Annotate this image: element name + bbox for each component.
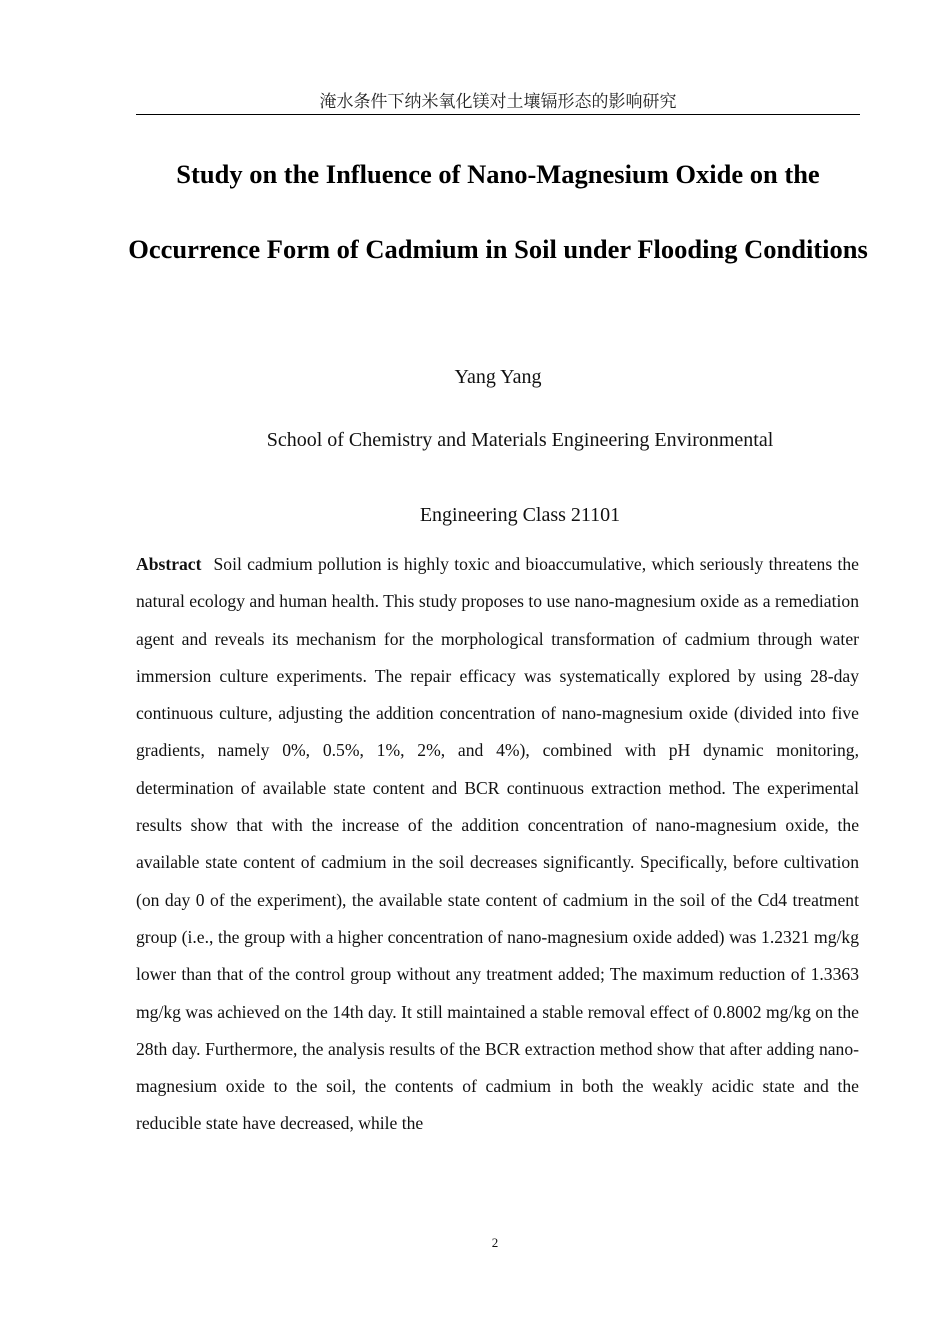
affiliation: [136, 425, 860, 553]
author-name: Yang Yang: [454, 366, 542, 388]
affiliation-line-2: Engineering Class 21101: [419, 504, 621, 526]
abstract-label: Abstract: [136, 554, 202, 574]
page-number: 2: [491, 1235, 499, 1250]
header-rule: [136, 114, 860, 115]
paper-title: Study on the Influence of Nano-Magnesium Oxide on the Occurrence Form of Cadmium in Soil under Flooding Conditions: [128, 159, 868, 264]
abstract-text: Soil cadmium pollution is highly toxic and bioaccumulative, which seriously threatens the natural ecology and human health. This study proposes to use nano-magnesium oxide as a remediation agent and reveals its mechanism for the morphological transformation of cadmium through water immersion culture experiments. The repair efficacy was systematically explored by using 28-day continuous culture, adjusting the addition concentration of nano-magnesium oxide (divided into five gradients, namely 0%, 0.5%, 1%, 2%, and 4%), combined with pH dynamic monitoring, determination of available state content and BCR continuous extraction method. The experimental results show that with the increase of the addition concentration of nano-magnesium oxide, the available state content of cadmium in the soil decreases significantly. Specifically, before cultivation (on day 0 of the experiment), the available state content of cadmium in the soil of the Cd4 treatment group (i.e., the group with a higher concentration of nano-magnesium oxide added) was 1.2321 mg/kg lower than that of the control group without any treatment added; The maximum reduction of 1.3363 mg/kg was achieved on the 14th day. It still maintained a stable removal effect of 0.8002 mg/kg on the 28th day. Furthermore, the analysis results of the BCR extraction method show that after adding nano-magnesium oxide to the soil, the contents of cadmium in both the weakly acidic state and the reducible state have decreased, while the: [136, 554, 859, 1134]
affiliation-line-1: School of Chemistry and Materials Engineering Environmental: [266, 429, 774, 451]
running-header: 淹水条件下纳米氧化镁对土壤镉形态的影响研究: [319, 92, 677, 112]
abstract-paragraph: [136, 546, 859, 1143]
